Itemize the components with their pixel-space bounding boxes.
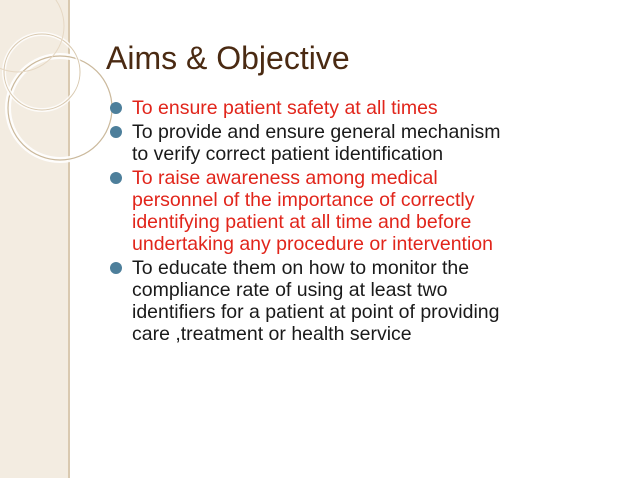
bullet-text-line: care ,treatment or health service — [132, 323, 412, 345]
bullet-text-line: personnel of the importance of correctly — [132, 189, 475, 211]
list-item — [110, 97, 630, 119]
bullet-dot-icon — [110, 126, 122, 138]
bullet-text-line: To raise awareness among medical — [132, 167, 438, 189]
bullet-text-line: compliance rate of using at least two — [132, 279, 448, 301]
bullet-dot-icon — [110, 262, 122, 274]
list-item — [110, 257, 630, 345]
list-item — [110, 167, 630, 255]
bullet-text-line: identifiers for a patient at point of providing — [132, 301, 500, 323]
bullet-text-line: To provide and ensure general mechanism — [132, 121, 501, 143]
bullet-text-line: To educate them on how to monitor the — [132, 257, 470, 279]
slide-title: Aims & Objective — [106, 40, 350, 76]
list-item — [110, 121, 630, 165]
bullet-dot-icon — [110, 172, 122, 184]
bullet-text-line: To ensure patient safety at all times — [132, 97, 438, 119]
bullet-text-line: undertaking any procedure or intervention — [132, 233, 493, 255]
objectives-list — [110, 97, 630, 347]
bullet-dot-icon — [110, 102, 122, 114]
bullet-text-line: identifying patient at all time and before — [132, 211, 472, 233]
bullet-text-line: to verify correct patient identification — [132, 143, 444, 165]
